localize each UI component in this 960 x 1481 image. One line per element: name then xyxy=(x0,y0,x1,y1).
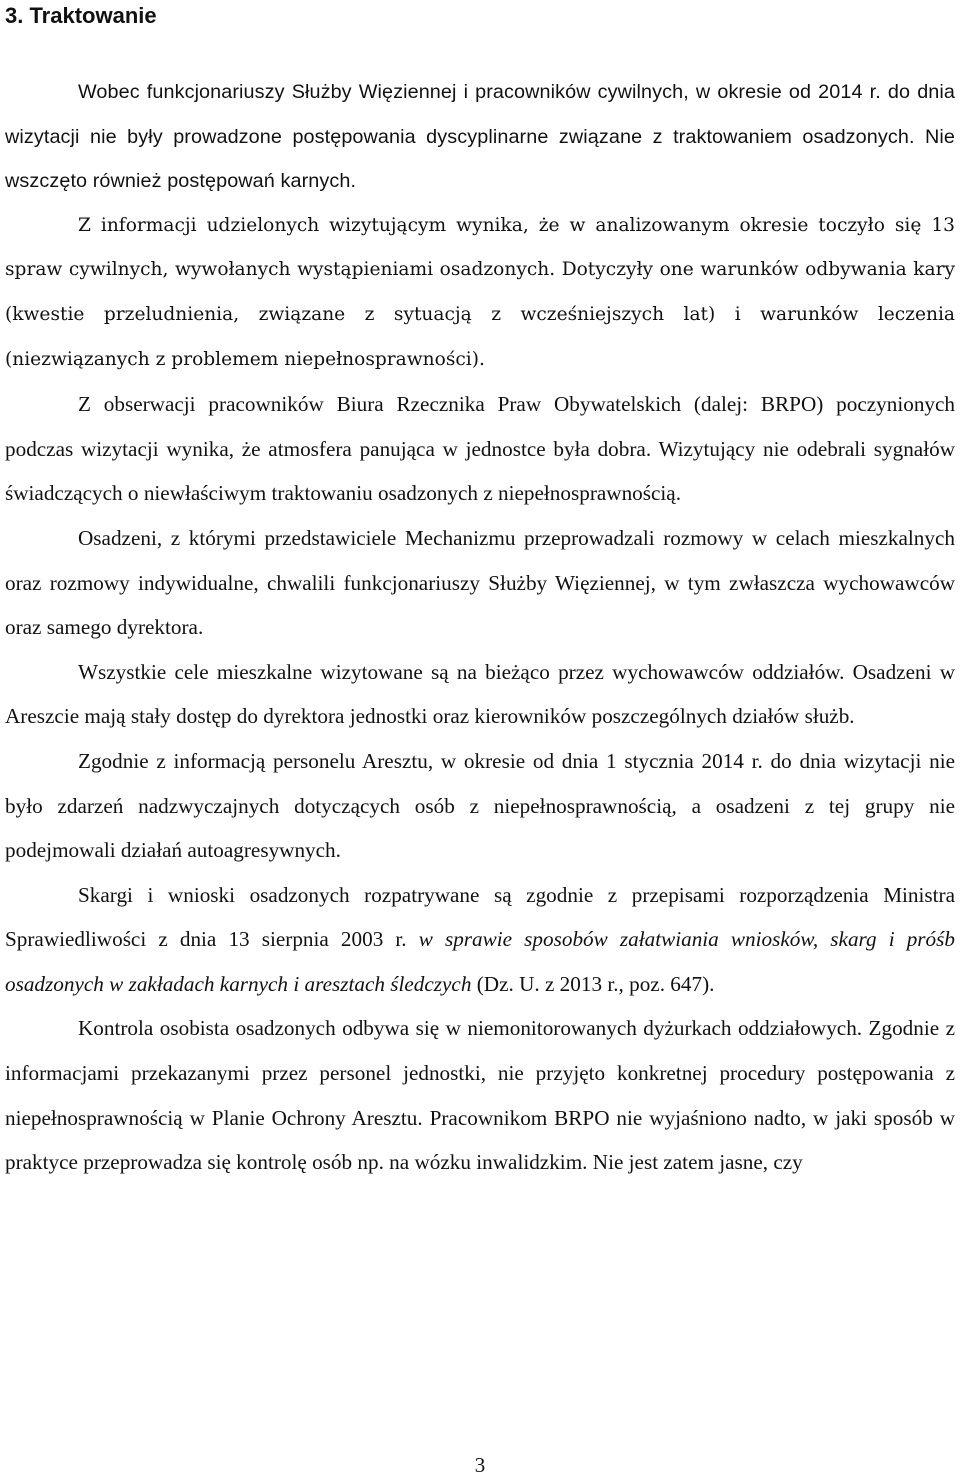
paragraph-complaints xyxy=(5,873,955,1007)
paragraph-personal-search: Kontrola osobista osadzonych odbywa się w niemonitorowanych dyżurkach oddziałowych. Zgodnie z informacjami przekazanymi przez personel jednostki, nie przyjęto konkretnej procedury postępowania z niepełnosprawnością w Planie Ochrony Aresztu. Pracownikom BRPO nie wyjaśniono nadto, w jaki sposób w praktyce przeprowadza się kontrolę osób np. na wózku inwalidzkim. Nie jest zatem jasne, czy xyxy=(5,1016,955,1175)
page-number: 3 xyxy=(474,1453,486,1477)
paragraph-disciplinary-proceedings: Wobec funkcjonariuszy Służby Więziennej i pracowników cywilnych, w okresie od 2014 r. do dnia wizytacji nie były prowadzone postępowania dyscyplinarne związane z traktowaniem osadzonych. Nie wszczęto również postępowań karnych. xyxy=(5,81,955,193)
paragraph-civil-cases: Z informacji udzielonych wizytującym wynika, że w analizowanym okresie toczyło się 13 spraw cywilnych, wywołanych wystąpieniami osadzonych. Dotyczyły one warunków odbywania kary (kwestie przeludnienia, związane z sytuacją z wcześniejszych lat) i warunków leczenia (niezwiązanych z problemem niepełnosprawności). xyxy=(5,214,955,370)
paragraph-observations: Z obserwacji pracowników Biura Rzecznika Praw Obywatelskich (dalej: BRPO) poczynionych podczas wizytacji wynika, że atmosfera panująca w jednostce była dobra. Wizytujący nie odebrali sygnałów świadczących o niewłaściwym traktowaniu osadzonych z niepełnosprawnością. xyxy=(5,392,955,506)
paragraph-residential-cells: Wszystkie cele mieszkalne wizytowane są na bieżąco przez wychowawców oddziałów. Osadzeni w Areszcie mają stały dostęp do dyrektora jednostki oraz kierowników poszczególnych działów służb. xyxy=(5,659,955,729)
document-page xyxy=(5,0,955,1185)
document-body xyxy=(5,70,955,1185)
regulation-title: w sprawie sposobów załatwiania wniosków, skarg i próśb osadzonych w zakładach karnych i aresztach śledczych xyxy=(5,927,955,996)
section-heading: 3. Traktowanie xyxy=(5,3,157,28)
paragraph-inmate-opinions: Osadzeni, z którymi przedstawiciele Mechanizmu przeprowadzali rozmowy w celach mieszkalnych oraz rozmowy indywidualne, chwalili funkcjonariuszy Służby Więziennej, w tym zwłaszcza wychowawców oraz samego dyrektora. xyxy=(5,525,955,640)
complaints-text-start: Skargi i wnioski osadzonych rozpatrywane są zgodnie z przepisami rozporządzenia Ministra Sprawiedliwości z dnia 13 sierpnia 2003 r. xyxy=(5,882,955,952)
paragraph-extraordinary-events: Zgodnie z informacją personelu Aresztu, w okresie od dnia 1 stycznia 2014 r. do dnia wizytacji nie było zdarzeń nadzwyczajnych dotyczących osób z niepełnosprawnością, a osadzeni z tej grupy nie podejmowali działań autoagresywnych. xyxy=(5,748,955,863)
complaints-text-end: (Dz. U. z 2013 r., poz. 647). xyxy=(471,971,715,996)
